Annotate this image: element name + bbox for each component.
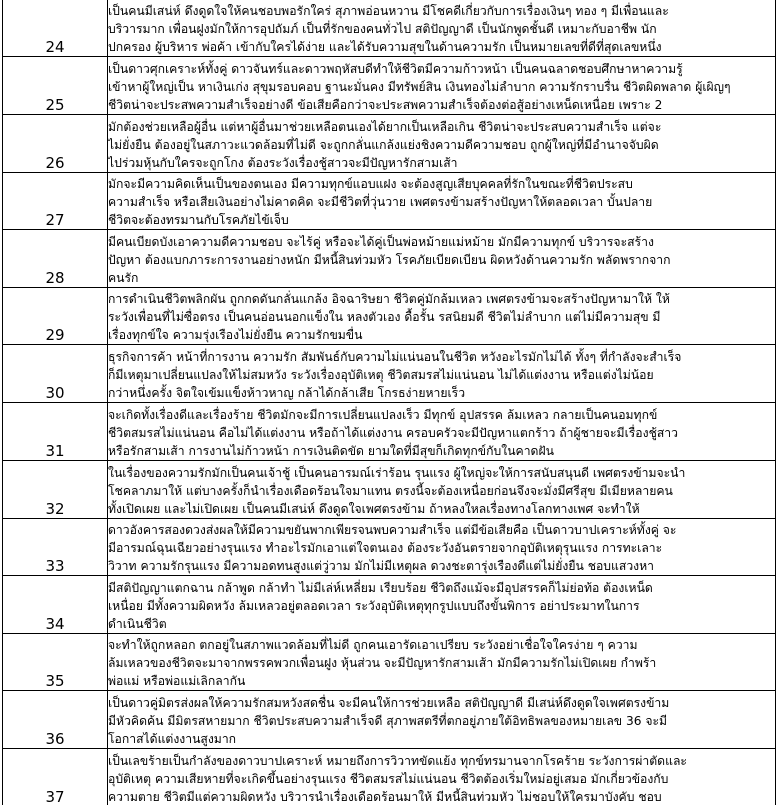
row-description-cell[interactable] <box>108 461 776 519</box>
description-line: มีคนเบียดบังเอาความดีความชอบ จะไร้คู่ หรือจะได้คู่เป็นพ่อหม้ายแม่หม้าย มักมีความทุกข์ บริวารจะสร้าง <box>108 235 654 249</box>
row-number-cell[interactable]: 28 <box>3 230 108 288</box>
description-line: มักจะมีความคิดเห็นเป็นของตนเอง มีความทุกข์แอบแฝง จะต้องสูญเสียบุคคลที่รักในขณะที่ชีวิตประสบ <box>108 177 633 191</box>
row-description-cell[interactable] <box>108 691 776 749</box>
description-line: ความสำเร็จ หรือเสียเงินอย่างไม่คาดคิด จะมีชีวิตที่วุ่นวาย เพศตรงข้ามสร้างปัญหาให้ตลอดเวลา บั้นปลาย <box>108 195 653 209</box>
description-line: คนรัก <box>108 271 139 285</box>
table-row <box>3 576 776 634</box>
row-description-cell[interactable] <box>108 288 776 345</box>
description-line: อุบัติเหตุ ความเสียหายที่จะเกิดขึ้นอย่างรุนแรง ชีวิตสมรสไม่แน่นอน ชีวิตต้องเริ่มใหม่อยู่เสมอ มักเกี่ยวข้องกับ <box>108 772 669 786</box>
description-line: โอกาสได้แต่งงานสูงมาก <box>108 732 237 746</box>
row-number-cell[interactable]: 36 <box>3 691 108 749</box>
table-row <box>3 749 776 805</box>
description-line: ปกครอง ผู้บริหาร พ่อค้า เข้ากับใครได้ง่าย และได้รับความสุขในด้านความรัก เป็นหมายเลขที่ดีที่สุดเลขหนึ่ง <box>108 40 662 54</box>
row-description-cell[interactable] <box>108 519 776 576</box>
description-line: บริวารมาก เพื่อนฝูงมักให้การอุปถัมภ์ เป็นที่รักของคนทั่วไป สติปัญญาดี เป็นนักพูดชั้นดี เหมาะกับอาชีพ นัก <box>108 22 657 36</box>
description-line: ดำเนินชีวิต <box>108 617 167 631</box>
row-description-cell[interactable] <box>108 0 776 57</box>
description-line: มีอารมณ์ฉุนเฉียวอย่างรุนแรง ทำอะไรมักเอาแต่ใจตนเอง ต้องระวังอันตรายจากอุบัติเหตุรุนแรง การทะเลาะ <box>108 541 663 555</box>
table-row <box>3 288 776 345</box>
description-line: เป็นดาวศุกเคราะห์ทั้งคู่ ดาวจันทร์และดาวพฤหัสบดีทำให้ชีวิตมีความก้าวหน้า เป็นคนฉลาดชอบศึกษาหาความรู้ <box>108 62 683 76</box>
table-row <box>3 461 776 519</box>
description-line: พ่อแม่ หรือพ่อแม่เลิกลากัน <box>108 674 246 688</box>
description-line: ก็มีเหตุมาเปลี่ยนแปลงให้ไม่สมหวัง ระวังเรื่องอุบัติเหตุ ชีวิตสมรสไม่แน่นอน ไม่ได้แต่งงาน หรือแต่งไม่น้อย <box>108 368 654 382</box>
table-row <box>3 691 776 749</box>
table-row <box>3 403 776 461</box>
row-number-cell[interactable]: 25 <box>3 57 108 115</box>
description-line: มีสติปัญญาแตกฉาน กล้าพูด กล้าทำ ไม่มีเล่ห์เหลี่ยม เรียบร้อย ชีวิตถึงแม้จะมีอุปสรรคก็ไม่ย่อท้อ ต้องเหน็ด <box>108 581 653 595</box>
description-line: ชีวิตสมรสไม่แน่นอน คือไม่ได้แต่งงาน หรือถ้าได้แต่งงาน ครอบครัวจะมีปัญหาแตกร้าว ถ้าผู้ชายจะมีเรื่องชู้สาว <box>108 426 678 440</box>
description-line: ไม่ยั่งยืน ต้องอยู่ในสภาวะแวดล้อมที่ไม่ดี จะถูกกลั่นแกล้งแย่งชิงความดีความชอบ ถูกผู้ใหญ่ที่มีอำนาจจับผิด <box>108 138 659 152</box>
row-description-cell[interactable] <box>108 634 776 691</box>
row-number-cell[interactable]: 29 <box>3 288 108 345</box>
description-line: ระวังเพื่อนที่ไม่ซื่อตรง เป็นคนอ่อนนอกแข็งใน หลงตัวเอง ดื้อรั้น รสนิยมดี ชีวิตไม่ลำบาก แต่ไม่มีความสุข มี <box>108 310 661 324</box>
row-number-cell[interactable]: 31 <box>3 403 108 461</box>
row-number-cell[interactable]: 24 <box>3 0 108 57</box>
description-line: ปัญหา ต้องแบกภาระการงานอย่างหนัก มีหนี้สินท่วมหัว โรคภัยเบียดเบียน ผิดหวังด้านความรัก พลัดพรากจาก <box>108 253 671 267</box>
description-line: ล้มเหลวของชีวิตจะมาจากพรรคพวกเพื่อนฝูง หุ้นส่วน จะมีปัญหารักสามเส้า มักมีความรักไม่เปิดเผย กำพร้า <box>108 656 657 670</box>
description-line: กว่าหนึ่งครั้ง จิตใจเข้มแข็งห้าวหาญ กล้าได้กล้าเสีย โกรธง่ายหายเร็ว <box>108 386 466 400</box>
row-description-cell[interactable] <box>108 403 776 461</box>
description-line: หรือรักสามเส้า การงานไม่ก้าวหน้า การเงินติดขัด ยามใดที่มีสุขก็เกิดทุกข์กับในคาดฝัน <box>108 444 554 458</box>
row-number-cell[interactable]: 35 <box>3 634 108 691</box>
row-description-cell[interactable] <box>108 576 776 634</box>
description-line: เป็นเลขร้ายเป็นกำลังของดาวบาปเคราะห์ หมายถึงการวิวาทขัดแย้ง ทุกข์ทรมานจากโรคร้าย ระวังการผ่าตัดและ <box>108 754 687 768</box>
row-number-cell[interactable]: 32 <box>3 461 108 519</box>
description-line: จะทำให้ถูกหลอก ตกอยู่ในสภาพแวดล้อมที่ไม่ดี ถูกคนเอารัดเอาเปรียบ ระวังอย่าเชื่อใจใครง่าย ๆ ความ <box>108 638 638 652</box>
table-row <box>3 519 776 576</box>
description-line: ดาวอังคารสองดวงส่งผลให้มีความขยันพากเพียรจนพบความสำเร็จ แต่มีข้อเสียคือ เป็นดาวบาปเคราะห์ทั้งคู่ จะ <box>108 523 677 537</box>
row-description-cell[interactable] <box>108 173 776 230</box>
row-description-cell[interactable] <box>108 230 776 288</box>
row-description-cell[interactable] <box>108 115 776 173</box>
description-line: ชีวิตน่าจะประสพความสำเร็จอย่างดี ข้อเสียคือกว่าจะประสพความสำเร็จต้องต่อสู้อย่างเหน็ดเหนื่อย เพราะ 2 <box>108 98 663 112</box>
table-row <box>3 173 776 230</box>
description-line: เข้าหาผู้ใหญ่เป็น หาเงินเก่ง สุขุมรอบคอบ ฐานะมั่นคง มีทรัพย์สิน เงินทองไม่ลำบาก ความรักราบรื่น ชีวิตผิดพลาด ผู้เผิญๆ <box>108 80 731 94</box>
description-line: ธุรกิจการค้า หน้าที่การงาน ความรัก สัมพันธ์กับความไม่แน่นอนในชีวิต หวังอะไรมักไม่ได้ ทั้งๆ ที่กำลังจะสำเร็จ <box>108 350 682 364</box>
table-row <box>3 0 776 57</box>
table-row <box>3 230 776 288</box>
row-number-cell[interactable]: 33 <box>3 519 108 576</box>
description-line: การดำเนินชีวิตพลิกผัน ถูกกดดันกลั่นแกล้ง อิจฉาริษยา ชีวิตคู่มักล้มเหลว เพศตรงข้ามจะสร้างปัญหามาให้ ให้ <box>108 292 670 306</box>
table-row <box>3 57 776 115</box>
description-line: มีหัวคิดค้น มีมิตรสหายมาก ชีวิตประสบความสำเร็จดี สุภาพสตรีที่ตกอยู่ภายใต้อิทธิพลของหมายเลข 36 จะมี <box>108 714 668 728</box>
description-line: เรื่องทุกข์ใจ ความรุ่งเรืองไม่ยั่งยืน ความรักขมขื่น <box>108 328 363 342</box>
description-line: จะเกิดทั้งเรื่องดีและเรื่องร้าย ชีวิตมักจะมีการเปลี่ยนแปลงเร็ว มีทุกข์ อุปสรรค ล้มเหลว กลายเป็นคนอมทุกข์ <box>108 408 658 422</box>
description-line: ชีวิตจะต้องทรมานกับโรคภัยไข้เจ็บ <box>108 213 289 227</box>
row-number-cell[interactable]: 34 <box>3 576 108 634</box>
row-number-cell[interactable]: 37 <box>3 749 108 805</box>
description-line: เป็นดาวคู่มิตรส่งผลให้ความรักสมหวังสดชื่น จะมีคนให้การช่วยเหลือ สติปัญญาดี มีเสน่ห์ดึงดูดใจเพศตรงข้าม <box>108 696 670 710</box>
row-description-cell[interactable] <box>108 749 776 805</box>
description-line: เหนื่อย มีทั้งความผิดหวัง ล้มเหลวอยู่ตลอดเวลา ระวังอุบัติเหตุทุกรูปแบบถึงขั้นพิการ อย่าประมาทในการ <box>108 599 640 613</box>
description-line: ไปร่วมหุ้นกับใครจะถูกโกง ต้องระวังเรื่องชู้สาวจะมีปัญหารักสามเส้า <box>108 156 458 170</box>
description-line: เป็นคนมีเสน่ห์ ดึงดูดใจให้คนชอบพอรักใคร่ สุภาพอ่อนหวาน มีโชคดีเกี่ยวกับการเรื่องเงินๆ ทอง ๆ มีเพื่อนและ <box>108 4 669 18</box>
row-number-cell[interactable]: 27 <box>3 173 108 230</box>
row-number-cell[interactable]: 26 <box>3 115 108 173</box>
description-line: ความตาย ชีวิตมีแต่ความผิดหวัง บริวารนำเรื่องเดือดร้อนมาให้ มีหนี้สินท่วมหัว ไม่ชอบให้ใครมาบังคับ ชอบ <box>108 790 662 804</box>
table-row <box>3 345 776 403</box>
row-description-cell[interactable] <box>108 345 776 403</box>
description-line: โชคลาภมาให้ แต่บางครั้งก็นำเรื่องเดือดร้อนใจมาแทน ตรงนี้จะต้องเหนื่อยก่อนจึงจะมั่งมีศรีสุข มีเมียหลายคน <box>108 484 673 498</box>
description-line: วิวาท ความรักรุนแรง มีความอดทนสูงแต่วู่วาม มักไม่มีเหตุผล ดวงชะตารุ่งเรืองดีแต่ไม่ยั่งยืน ชอบแสวงหา <box>108 559 654 573</box>
number-meaning-table <box>2 0 776 805</box>
description-line: ในเรื่องของความรักมักเป็นคนเจ้าชู้ เป็นคนอารมณ์เร่าร้อน รุนแรง ผู้ใหญ่จะให้การสนับสนุนดี เพศตรงข้ามจะนำ <box>108 466 686 480</box>
description-line: มักต้องช่วยเหลือผู้อื่น แต่หาผู้อื่นมาช่วยเหลือตนเองได้ยากเป็นเหลือเกิน ชีวิตน่าจะประสบความสำเร็จ แต่จะ <box>108 120 662 134</box>
row-number-cell[interactable]: 30 <box>3 345 108 403</box>
row-description-cell[interactable] <box>108 57 776 115</box>
table-row <box>3 634 776 691</box>
description-line: ทั้งเปิดเผย และไม่เปิดเผย เป็นคนมีเสน่ห์ ดึงดูดใจเพศตรงข้าม ถ้าหลงใหลเรื่องทางโลกทางเพศ จะทำให้ <box>108 502 640 516</box>
table-row <box>3 115 776 173</box>
